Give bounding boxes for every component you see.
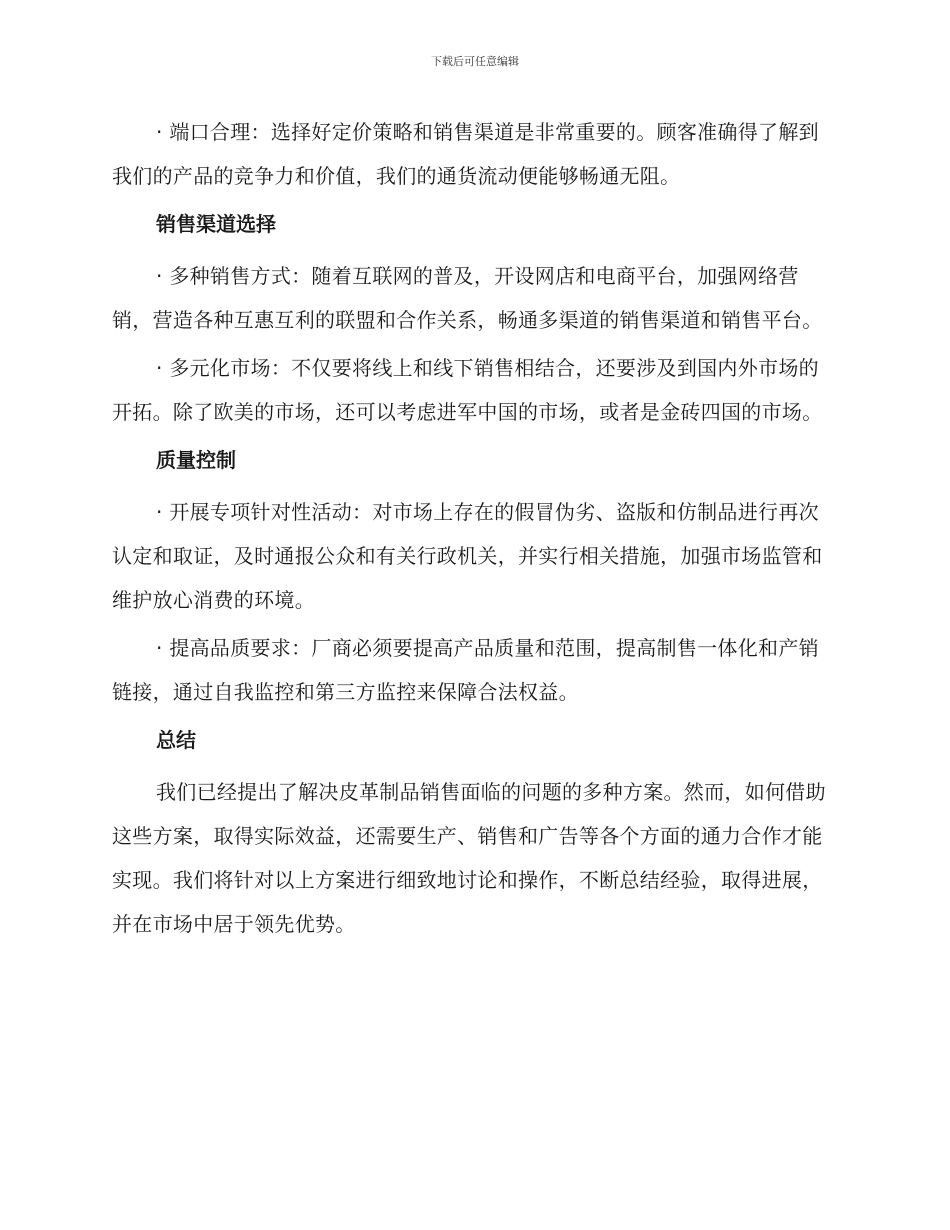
paragraph-diversified-market: · 多元化市场：不仅要将线上和线下销售相结合，还要涉及到国内外市场的开拓。除了欧美的市场，还可以考虑进军中国的市场，或者是金砖四国的市场。 [112, 356, 823, 424]
paragraph-special-activities: · 开展专项针对性活动：对市场上存在的假冒伪劣、盗版和仿制品进行再次认定和取证，及时通报公众和有关行政机关，并实行相关措施，加强市场监管和维护放心消费的环境。 [112, 500, 823, 612]
paragraph-sales-methods: · 多种销售方式：随着互联网的普及，开设网店和电商平台，加强网络营销，营造各种互惠互利的联盟和合作关系，畅通多渠道的销售渠道和销售平台。 [112, 264, 823, 332]
paragraph-pricing: · 端口合理：选择好定价策略和销售渠道是非常重要的。顾客准确得了解到我们的产品的竞争力和价值，我们的通货流动便能够畅通无阻。 [112, 120, 819, 188]
paragraph-summary: 我们已经提出了解决皮革制品销售面临的问题的多种方案。然而，如何借助这些方案，取得实际效益，还需要生产、销售和广告等各个方面的通力合作才能实现。我们将针对以上方案进行细致地讨论和操作，不断总结经验，取得进展，并在市场中居于领先优势。 [112, 780, 826, 936]
paragraph-quality-requirements: · 提高品质要求：厂商必须要提高产品质量和范围，提高制售一体化和产销链接，通过自我监控和第三方监控来保障合法权益。 [112, 636, 819, 704]
heading-summary: 总结 [156, 728, 196, 752]
heading-quality-control: 质量控制 [156, 448, 236, 472]
heading-sales-channels: 销售渠道选择 [156, 212, 276, 236]
page-header: 下载后可任意编辑 [431, 55, 519, 68]
document-body [112, 110, 834, 950]
